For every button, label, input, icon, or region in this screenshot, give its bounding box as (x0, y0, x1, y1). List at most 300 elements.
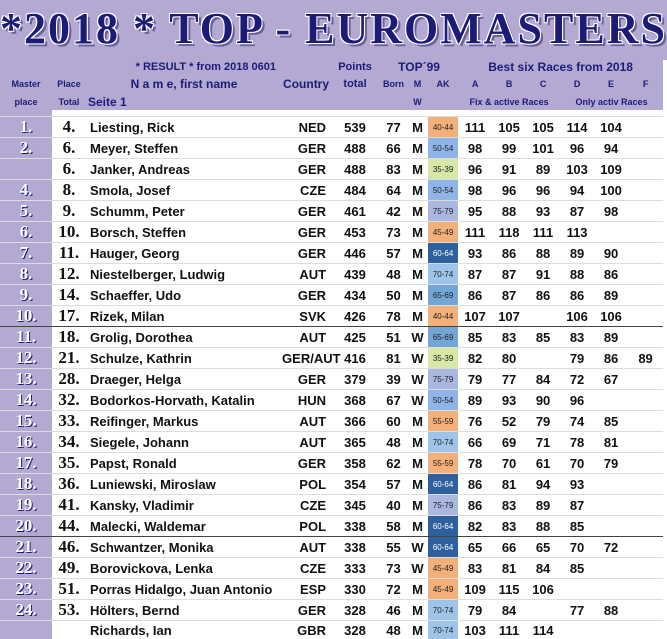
race-c-cell: 111 (526, 222, 560, 243)
master-place-cell: 24. (0, 600, 52, 621)
total-cell: 426 (330, 306, 380, 327)
total-cell: 446 (330, 243, 380, 264)
race-c-cell: 114 (526, 621, 560, 639)
race-c-cell: 88 (526, 243, 560, 264)
age-class-cell: 70-74 (428, 432, 458, 453)
table-row (0, 474, 663, 495)
gender-cell: M (407, 579, 428, 600)
born-cell: 64 (380, 180, 407, 201)
race-c-cell: 96 (526, 180, 560, 201)
race-c-cell: 79 (526, 411, 560, 432)
place-total-cell: 51. (52, 579, 86, 600)
race-c-cell: 71 (526, 432, 560, 453)
name-cell: Smola, Josef (86, 180, 282, 201)
race-f-cell (628, 516, 663, 537)
race-a-cell: 86 (458, 495, 492, 516)
total-cell: 345 (330, 495, 380, 516)
race-d-cell (560, 579, 594, 600)
born-cell: 60 (380, 411, 407, 432)
table-row (0, 348, 663, 369)
race-b-cell: 84 (492, 600, 526, 621)
race-e-cell (594, 579, 628, 600)
gender-cell: W (407, 537, 428, 558)
country-cell: NED (282, 117, 330, 138)
race-e-cell (594, 558, 628, 579)
race-e-cell: 86 (594, 264, 628, 285)
gender-cell: M (407, 411, 428, 432)
race-d-cell: 77 (560, 600, 594, 621)
table-row (0, 495, 663, 516)
master-place-cell: 5. (0, 201, 52, 222)
country-header: Country (282, 74, 330, 93)
name-cell: Kansky, Vladimir (86, 495, 282, 516)
age-class-cell: 40-44 (428, 117, 458, 138)
best-six-header: Best six Races from 2018 (458, 60, 663, 74)
name-cell: Schwantzer, Monika (86, 537, 282, 558)
race-f-cell (628, 621, 663, 639)
points-header: Points (330, 60, 380, 74)
total-cell: 368 (330, 390, 380, 411)
race-b-cell: 111 (492, 621, 526, 639)
race-b-cell: 87 (492, 264, 526, 285)
country-cell: CZE (282, 180, 330, 201)
master-place-cell: 16. (0, 432, 52, 453)
place-header: Place (52, 74, 86, 93)
gender-cell: M (407, 285, 428, 306)
race-f-cell (628, 264, 663, 285)
name-cell: Janker, Andreas (86, 159, 282, 180)
race-a-cell: 65 (458, 537, 492, 558)
race-e-cell: 104 (594, 117, 628, 138)
table-row (0, 390, 663, 411)
total-cell: 330 (330, 579, 380, 600)
place-total-cell: 49. (52, 558, 86, 579)
born-cell: 51 (380, 327, 407, 348)
name-cell: Borovickova, Lenka (86, 558, 282, 579)
gender-cell: W (407, 327, 428, 348)
master-place-cell: 17. (0, 453, 52, 474)
race-b-cell: 105 (492, 117, 526, 138)
master-place-cell: 11. (0, 327, 52, 348)
table-row (0, 180, 663, 201)
place-total-cell: 8. (52, 180, 86, 201)
gender-cell: W (407, 558, 428, 579)
gender-cell: M (407, 621, 428, 639)
country-cell: GER (282, 138, 330, 159)
age-class-cell: 55-59 (428, 411, 458, 432)
gender-cell: M (407, 306, 428, 327)
race-e-cell: 88 (594, 600, 628, 621)
born-cell: 67 (380, 390, 407, 411)
race-f-cell (628, 600, 663, 621)
name-cell: Grolig, Dorothea (86, 327, 282, 348)
race-a-cell: 111 (458, 117, 492, 138)
race-d-cell: 70 (560, 537, 594, 558)
master-place-cell: 2. (0, 138, 52, 159)
table-row (0, 159, 663, 180)
race-f-cell (628, 327, 663, 348)
race-b-cell: 83 (492, 516, 526, 537)
race-d-cell: 96 (560, 390, 594, 411)
age-class-cell: 75-79 (428, 201, 458, 222)
race-f-cell (628, 411, 663, 432)
race-a-cell: 66 (458, 432, 492, 453)
race-d-cell: 79 (560, 348, 594, 369)
place-total-cell: 21. (52, 348, 86, 369)
master-place-cell: 18. (0, 474, 52, 495)
country-cell: ESP (282, 579, 330, 600)
race-f-cell (628, 558, 663, 579)
gender-cell: M (407, 138, 428, 159)
col-d-header: D (560, 74, 594, 93)
race-a-cell: 95 (458, 201, 492, 222)
race-c-cell (526, 600, 560, 621)
race-e-cell (594, 222, 628, 243)
race-c-cell: 85 (526, 327, 560, 348)
table-row (0, 117, 663, 138)
race-d-cell: 70 (560, 453, 594, 474)
age-class-cell: 50-54 (428, 390, 458, 411)
gender-cell: M (407, 201, 428, 222)
gender-cell: M (407, 516, 428, 537)
country-cell: AUT (282, 411, 330, 432)
table-row (0, 600, 663, 621)
race-e-cell (594, 495, 628, 516)
race-c-cell: 106 (526, 579, 560, 600)
age-class-cell: 60-64 (428, 243, 458, 264)
table-row (0, 222, 663, 243)
master-place-header: place (0, 93, 52, 110)
race-c-cell: 91 (526, 264, 560, 285)
name-cell: Hölters, Bernd (86, 600, 282, 621)
race-e-cell: 89 (594, 327, 628, 348)
race-b-cell: 107 (492, 306, 526, 327)
born-cell: 39 (380, 369, 407, 390)
born-cell: 58 (380, 516, 407, 537)
country-cell: POL (282, 474, 330, 495)
race-a-cell: 111 (458, 222, 492, 243)
age-class-cell: 75-79 (428, 369, 458, 390)
race-b-cell: 93 (492, 390, 526, 411)
name-cell: Schulze, Kathrin (86, 348, 282, 369)
race-a-cell: 93 (458, 243, 492, 264)
master-place-cell: 13. (0, 369, 52, 390)
gender-cell: M (407, 159, 428, 180)
gender-cell: M (407, 432, 428, 453)
race-c-cell: 90 (526, 390, 560, 411)
country-cell: GER (282, 369, 330, 390)
total-cell: 354 (330, 474, 380, 495)
race-c-cell (526, 348, 560, 369)
race-d-cell: 85 (560, 558, 594, 579)
name-cell: Hauger, Georg (86, 243, 282, 264)
country-cell: AUT (282, 537, 330, 558)
race-c-cell: 101 (526, 138, 560, 159)
place-total-cell: 6. (52, 138, 86, 159)
total-cell: 439 (330, 264, 380, 285)
race-a-cell: 86 (458, 474, 492, 495)
race-a-cell: 78 (458, 453, 492, 474)
race-d-cell: 106 (560, 306, 594, 327)
race-b-cell: 87 (492, 285, 526, 306)
race-f-cell (628, 222, 663, 243)
place-total-cell: 44. (52, 516, 86, 537)
race-e-cell: 94 (594, 138, 628, 159)
race-a-cell: 82 (458, 516, 492, 537)
race-c-cell: 65 (526, 537, 560, 558)
total-cell: 328 (330, 600, 380, 621)
table-row (0, 621, 663, 639)
country-cell: CZE (282, 495, 330, 516)
place-total-header: Total (52, 93, 86, 110)
place-total-cell: 11. (52, 243, 86, 264)
w-header: W (407, 93, 428, 110)
race-d-cell: 85 (560, 516, 594, 537)
table-row (0, 537, 663, 558)
race-c-cell: 93 (526, 201, 560, 222)
born-cell: 48 (380, 621, 407, 639)
place-total-cell: 32. (52, 390, 86, 411)
col-e-header: E (594, 74, 628, 93)
race-b-cell: 86 (492, 243, 526, 264)
race-c-cell: 88 (526, 516, 560, 537)
total-cell: 379 (330, 369, 380, 390)
age-class-cell: 45-49 (428, 558, 458, 579)
born-cell: 81 (380, 348, 407, 369)
race-d-cell: 103 (560, 159, 594, 180)
country-cell: GER (282, 243, 330, 264)
gender-cell: W (407, 348, 428, 369)
race-d-cell: 78 (560, 432, 594, 453)
born-cell: 62 (380, 453, 407, 474)
race-e-cell: 81 (594, 432, 628, 453)
country-cell: GER (282, 201, 330, 222)
race-e-cell: 100 (594, 180, 628, 201)
master-place-cell: 6. (0, 222, 52, 243)
race-e-cell: 85 (594, 411, 628, 432)
gender-cell: M (407, 264, 428, 285)
place-total-cell (52, 621, 86, 639)
table-row (0, 243, 663, 264)
total-cell: 365 (330, 432, 380, 453)
race-d-cell (560, 621, 594, 639)
age-class-cell: 45-49 (428, 222, 458, 243)
country-cell: GER (282, 285, 330, 306)
name-header: N a m e, first name (86, 74, 282, 93)
master-place-cell: 7. (0, 243, 52, 264)
total-cell: 338 (330, 516, 380, 537)
born-cell: 48 (380, 264, 407, 285)
race-f-cell (628, 579, 663, 600)
race-d-cell: 113 (560, 222, 594, 243)
gender-cell: M (407, 243, 428, 264)
race-e-cell (594, 390, 628, 411)
age-class-cell: 40-44 (428, 306, 458, 327)
race-a-cell: 89 (458, 390, 492, 411)
race-e-cell: 67 (594, 369, 628, 390)
race-b-cell: 99 (492, 138, 526, 159)
race-f-cell (628, 117, 663, 138)
born-cell: 50 (380, 285, 407, 306)
table-row (0, 285, 663, 306)
place-total-cell: 12. (52, 264, 86, 285)
country-cell: POL (282, 516, 330, 537)
race-b-cell: 83 (492, 495, 526, 516)
table-row (0, 432, 663, 453)
race-c-cell: 105 (526, 117, 560, 138)
race-c-cell: 61 (526, 453, 560, 474)
total-cell: 484 (330, 180, 380, 201)
race-a-cell: 96 (458, 159, 492, 180)
place-total-cell: 28. (52, 369, 86, 390)
ak-header: AK (428, 74, 458, 93)
master-place-cell: 19. (0, 495, 52, 516)
race-f-cell: 89 (628, 348, 663, 369)
place-total-cell: 34. (52, 432, 86, 453)
race-c-cell: 84 (526, 558, 560, 579)
race-b-cell: 80 (492, 348, 526, 369)
table-row (0, 138, 663, 159)
race-e-cell (594, 474, 628, 495)
gender-cell: M (407, 474, 428, 495)
country-cell: HUN (282, 390, 330, 411)
place-total-cell: 18. (52, 327, 86, 348)
total-cell: 328 (330, 621, 380, 639)
race-d-cell: 114 (560, 117, 594, 138)
place-total-cell: 33. (52, 411, 86, 432)
race-b-cell: 118 (492, 222, 526, 243)
age-class-cell: 60-64 (428, 537, 458, 558)
table-row (0, 264, 663, 285)
name-cell: Luniewski, Miroslaw (86, 474, 282, 495)
total-cell: 461 (330, 201, 380, 222)
place-total-cell: 53. (52, 600, 86, 621)
born-cell: 66 (380, 138, 407, 159)
race-b-cell: 88 (492, 201, 526, 222)
race-b-cell: 91 (492, 159, 526, 180)
total-cell: 488 (330, 138, 380, 159)
total-header: total (330, 74, 380, 93)
country-cell: CZE (282, 558, 330, 579)
born-cell: 42 (380, 201, 407, 222)
name-cell: Liesting, Rick (86, 117, 282, 138)
place-total-cell: 41. (52, 495, 86, 516)
name-cell: Borsch, Steffen (86, 222, 282, 243)
age-class-cell: 50-54 (428, 180, 458, 201)
race-f-cell (628, 495, 663, 516)
country-cell: SVK (282, 306, 330, 327)
total-cell: 366 (330, 411, 380, 432)
race-b-cell: 81 (492, 474, 526, 495)
col-f-header: F (628, 74, 663, 93)
race-e-cell: 90 (594, 243, 628, 264)
total-cell: 425 (330, 327, 380, 348)
race-c-cell: 84 (526, 369, 560, 390)
age-class-cell: 45-49 (428, 579, 458, 600)
total-cell: 434 (330, 285, 380, 306)
name-cell: Meyer, Steffen (86, 138, 282, 159)
born-cell: 72 (380, 579, 407, 600)
race-c-cell: 89 (526, 495, 560, 516)
master-place-cell: 22. (0, 558, 52, 579)
master-place-cell: 14. (0, 390, 52, 411)
race-d-cell: 93 (560, 474, 594, 495)
born-cell: 57 (380, 474, 407, 495)
activ-races-legend: Only activ Races (560, 93, 663, 110)
place-total-cell: 46. (52, 537, 86, 558)
table-row (0, 411, 663, 432)
place-total-cell: 4. (52, 117, 86, 138)
master-place-cell: 10. (0, 306, 52, 327)
race-d-cell: 86 (560, 285, 594, 306)
race-f-cell (628, 474, 663, 495)
total-cell: 539 (330, 117, 380, 138)
race-c-cell: 89 (526, 159, 560, 180)
gender-cell: W (407, 390, 428, 411)
place-total-cell: 14. (52, 285, 86, 306)
country-cell: GER (282, 222, 330, 243)
country-cell: AUT (282, 264, 330, 285)
race-b-cell: 77 (492, 369, 526, 390)
race-d-cell: 89 (560, 243, 594, 264)
race-f-cell (628, 180, 663, 201)
born-cell: 40 (380, 495, 407, 516)
born-cell: 78 (380, 306, 407, 327)
race-e-cell: 72 (594, 537, 628, 558)
age-class-cell: 60-64 (428, 516, 458, 537)
race-f-cell (628, 285, 663, 306)
master-header: Master (0, 74, 52, 93)
col-b-header: B (492, 74, 526, 93)
master-place-cell: 1. (0, 117, 52, 138)
total-cell: 338 (330, 537, 380, 558)
country-cell: GER (282, 600, 330, 621)
table-row (0, 453, 663, 474)
race-d-cell: 94 (560, 180, 594, 201)
age-class-cell: 50-54 (428, 138, 458, 159)
born-header: Born (380, 74, 407, 93)
race-b-cell: 52 (492, 411, 526, 432)
race-a-cell: 82 (458, 348, 492, 369)
master-place-cell: 9. (0, 285, 52, 306)
race-d-cell: 72 (560, 369, 594, 390)
race-f-cell (628, 138, 663, 159)
fix-races-legend: Fix & active Races (458, 93, 560, 110)
race-d-cell: 88 (560, 264, 594, 285)
race-e-cell: 89 (594, 285, 628, 306)
race-a-cell: 109 (458, 579, 492, 600)
gender-cell: M (407, 600, 428, 621)
page-label: Seite 1 (86, 93, 282, 110)
race-f-cell (628, 390, 663, 411)
total-cell: 333 (330, 558, 380, 579)
race-b-cell: 81 (492, 558, 526, 579)
race-f-cell (628, 537, 663, 558)
race-f-cell (628, 453, 663, 474)
master-place-cell: 20. (0, 516, 52, 537)
table-row (0, 579, 663, 600)
race-e-cell: 106 (594, 306, 628, 327)
age-class-cell: 35-39 (428, 348, 458, 369)
race-c-cell: 94 (526, 474, 560, 495)
race-a-cell: 107 (458, 306, 492, 327)
name-cell: Schaeffer, Udo (86, 285, 282, 306)
total-cell: 453 (330, 222, 380, 243)
race-a-cell: 103 (458, 621, 492, 639)
country-cell: AUT (282, 432, 330, 453)
race-e-cell (594, 516, 628, 537)
country-cell: AUT (282, 327, 330, 348)
